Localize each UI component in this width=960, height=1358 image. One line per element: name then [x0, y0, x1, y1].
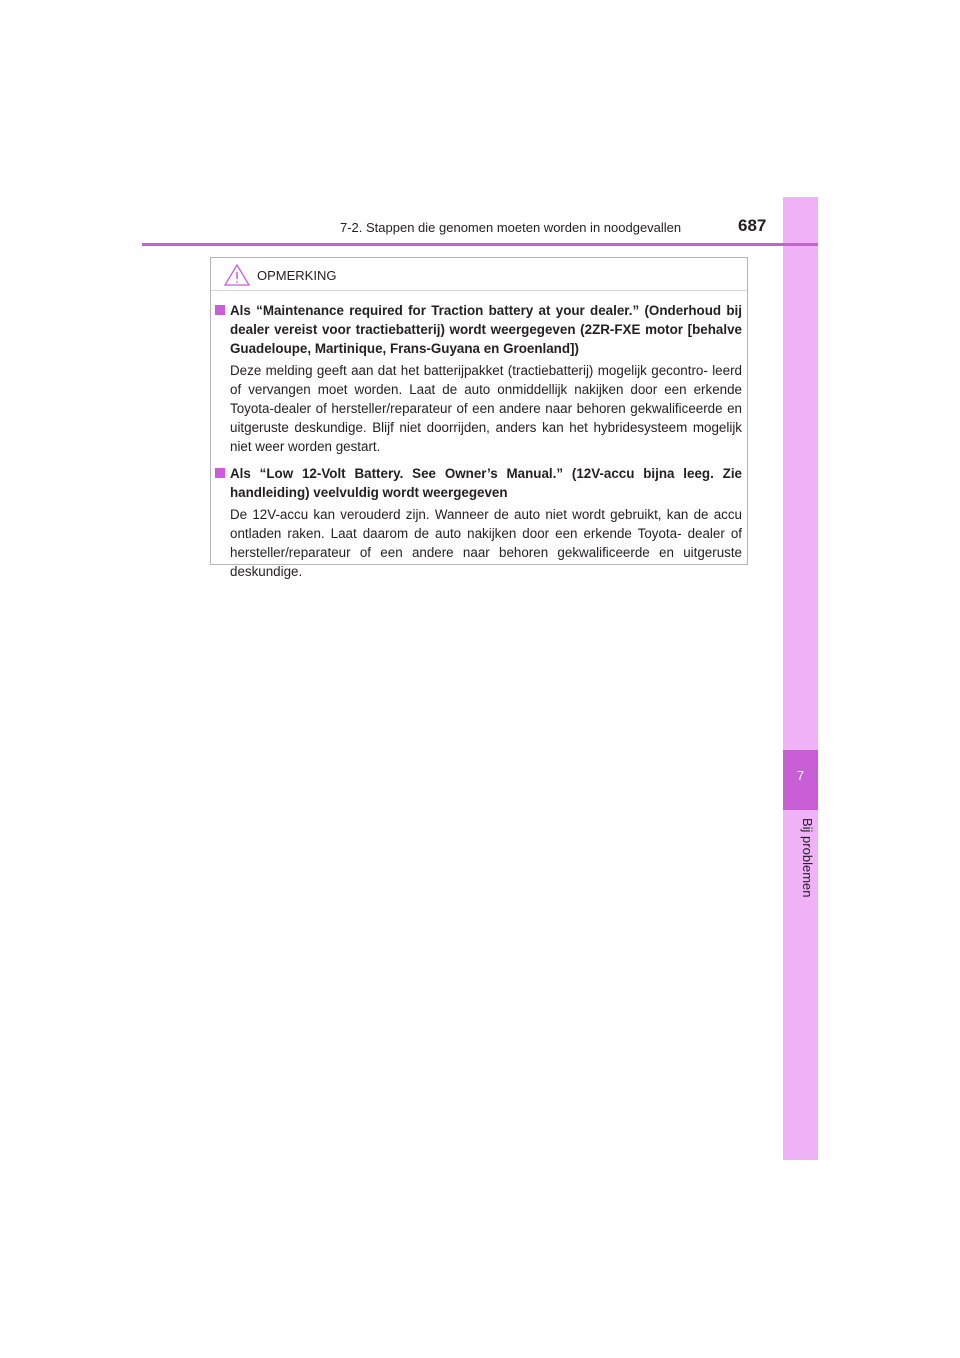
page-number: 687 [738, 216, 767, 235]
notice-item-heading: Als “Maintenance required for Traction battery at your dealer.” (Onderhoud bij dealer vereist voor tractiebatterij) wordt weergegeven (2ZR-FXE motor [behalve Guadeloupe, Martinique, Frans-Guyana en Groenland]) [215, 301, 742, 358]
chapter-number: 7 [796, 768, 805, 783]
square-bullet-icon [215, 468, 225, 478]
section-title: 7-2. Stappen die genomen moeten worden in noodgevallen [340, 220, 682, 235]
notice-item-text: De 12V-accu kan verouderd zijn. Wanneer de auto niet wordt gebruikt, kan de accu ontladen raken. Laat daarom de auto nakijken door een erkende Toyota- dealer of hersteller/reparateur of een andere naar behoren gekwalificeerde en uitgeruste deskundige. [230, 507, 742, 579]
notice-header [223, 262, 336, 288]
chapter-side-tab [783, 197, 818, 1160]
notice-item-text: Deze melding geeft aan dat het batterijpakket (tractiebatterij) mogelijk gecontro- leerd of vervangen moet worden. Laat de auto onmiddellijk nakijken door een erkende Toyota-dealer of hersteller/reparateur of een andere naar behoren gekwalificeerde en uitgeruste deskundige. Blijf niet doorrijden, anders kan het hybridesysteem mogelijk niet weer worden gestart. [230, 363, 742, 454]
notice-box [210, 257, 748, 579]
notice-divider [211, 290, 747, 291]
chapter-title: Bij problemen [800, 818, 815, 898]
header-rule [142, 243, 818, 246]
notice-label: OPMERKING [257, 267, 337, 283]
warning-triangle-icon [223, 263, 251, 287]
square-bullet-icon [215, 305, 225, 315]
notice-item-heading: Als “Low 12-Volt Battery. See Owner’s Manual.” (12V-accu bijna leeg. Zie handleiding) veelvuldig wordt weergegeven [215, 464, 742, 502]
notice-body [215, 301, 742, 589]
